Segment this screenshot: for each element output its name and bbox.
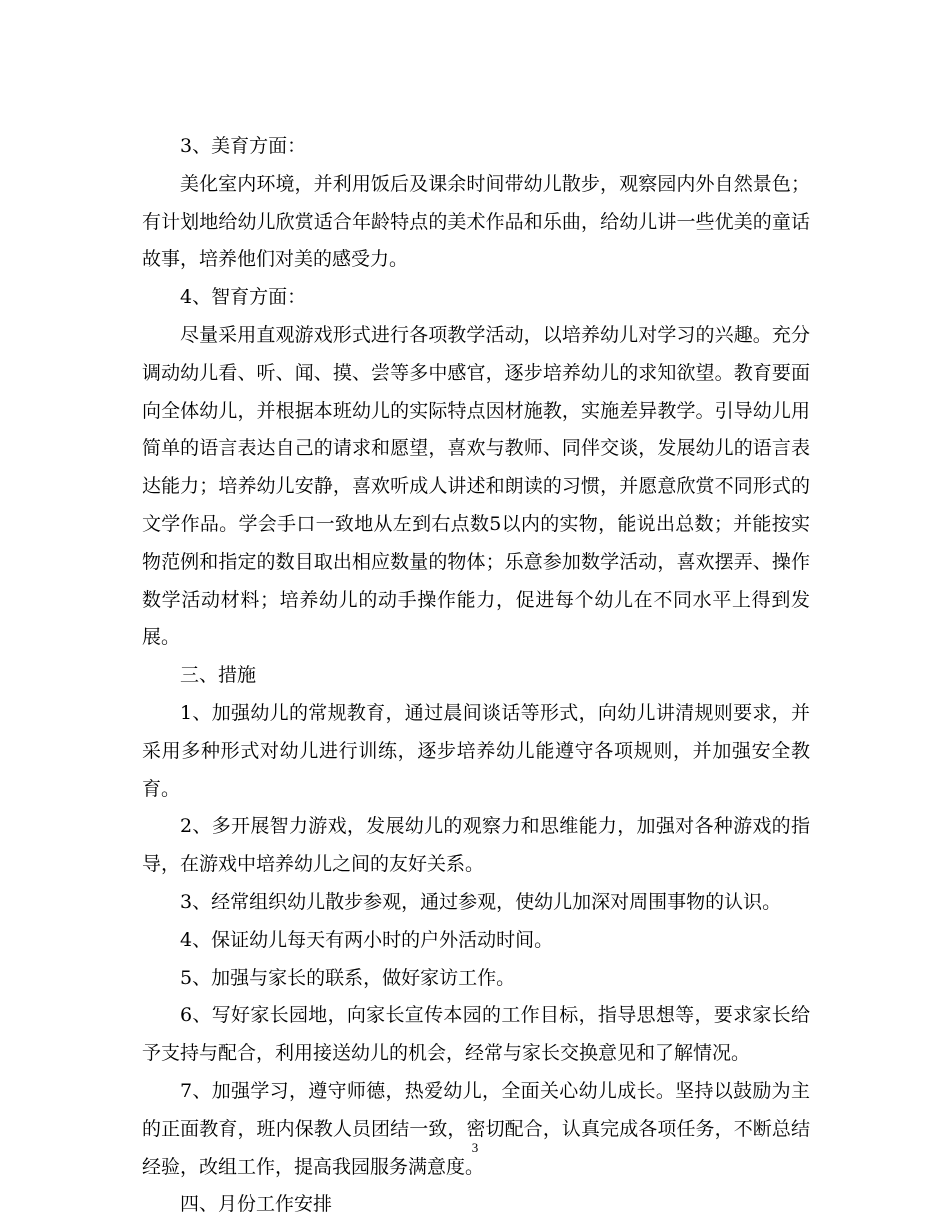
measure-item-2: 2、多开展智力游戏，发展幼儿的观察力和思维能力，加强对各种游戏的指导，在游戏中培养幼儿之间的友好关系。 <box>142 815 810 876</box>
paragraph-intellectual-education: 尽量采用直观游戏形式进行各项教学活动，以培养幼儿对学习的兴趣。充分调动幼儿看、听、闻、摸、尝等多中感官，逐步培养幼儿的求知欲望。教育要面向全体幼儿，并根据本班幼儿的实际特点因材施教，实施差异教学。引导幼儿用简单的语言表达自己的请求和愿望，喜欢与教师、同伴交谈，发展幼儿的语言表达能力；培养幼儿安静，喜欢听成人讲述和朗读的习惯，并愿意欣赏不同形式的文学作品。学会手口一致地从左到右点数5以内的实物，能说出总数；并能按实物范例和指定的数目取出相应数量的物体；乐意参加数学活动，喜欢摆弄、操作数学活动材料；培养幼儿的动手操作能力，促进每个幼儿在不同水平上得到发展。 <box>142 323 810 649</box>
page-number: 3 <box>471 1140 479 1155</box>
measure-item-4: 4、保证幼儿每天有两小时的户外活动时间。 <box>180 928 554 951</box>
document-body <box>142 128 810 1224</box>
heading-intellectual-education: 4、智育方面： <box>180 286 307 309</box>
paragraph-aesthetic-education: 美化室内环境，并利用饭后及课余时间带幼儿散步，观察园内外自然景色；有计划地给幼儿欣赏适合年龄特点的美术作品和乐曲，给幼儿讲一些优美的童话故事，培养他们对美的感受力。 <box>142 172 810 271</box>
measure-item-5: 5、加强与家长的联系，做好家访工作。 <box>180 966 516 989</box>
measure-item-3: 3、经常组织幼儿散步参观，通过参观，使幼儿加深对周围事物的认识。 <box>180 890 782 913</box>
heading-monthly-schedule: 四、月份工作安排 <box>180 1193 333 1216</box>
measure-item-7: 7、加强学习，遵守师德，热爱幼儿，全面关心幼儿成长。坚持以鼓励为主的正面教育，班内保教人员团结一致，密切配合，认真完成各项任务，不断总结经验，改组工作，提高我园服务满意度。 <box>142 1079 810 1178</box>
heading-aesthetic-education: 3、美育方面： <box>180 135 307 157</box>
measure-item-1: 1、加强幼儿的常规教育，通过晨间谈话等形式，向幼儿讲清规则要求，并采用多种形式对幼儿进行训练，逐步培养幼儿能遵守各项规则，并加强安全教育。 <box>142 701 810 800</box>
measure-item-6: 6、写好家长园地，向家长宣传本园的工作目标，指导思想等，要求家长给予支持与配合，利用接送幼儿的机会，经常与家长交换意见和了解情况。 <box>142 1004 810 1065</box>
heading-measures: 三、措施 <box>180 664 257 687</box>
